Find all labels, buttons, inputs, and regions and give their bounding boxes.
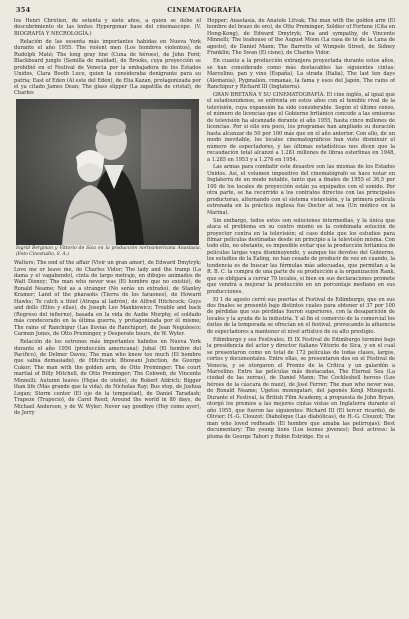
left-paragraph-3: Walters; The end of the affair (Vivir un gran amor), de Edward Dmytryk; Love me or leave me, de Charles Vidor; The lady and the tramp (La dama y el vagabundo), cinta de largo metraje, en dibujos animados de Walt Disney; The man who never was (El hombre que no existió), de Ronald Neame; Not as a stranger (No serás un extraño), de Stanley Kramer; Land of the pharaohs (Tierra de los faraones), de Howard Hawks; To catch a thief (Atrapa al ladrón), de Alfred Hitchcock; Guys and dolls (Ellos y ellas), de Joseph Leo Mankiewicz; Trouble and back (Regreso del infierno), basada en la vida de Audie Murphy, el soldado más condecorado en la última guerra, y protagonizada por él mismo; The rains of Ranchipur (Las lluvias de Ranchipur), de Jean Negulesco; Carmen Jones, de Otto Preminger, y Desperate hours, de W. Wyler. [14, 260, 201, 338]
page-header [16, 6, 393, 18]
right-paragraph-1: Hopper; Anastasia, de Anatole Litvak; The man with the golden arm (El hombre del brazo de oro), de Otto Preminger; Soldier of Fortune (Cita en Hong-Kong), de Edward Dmytryk; Tea and sympathy, de Vincente Minnelli; The teahouse of the August Moon (La casa de té de la Luna de agosto), de Daniel Mann; The Barretts of Wimpole Street, de Sidney Franklin; The Swan (El cisne), de Charles Vidor. [207, 18, 395, 57]
right-paragraph-4: Las armas para combatir este desastre son las mismas de los Estados Unidos. Así, el volumen impositivo del cinematógrafo se hace notar en Inglaterra de un modo notable, tanto que a finales de 1955 el 36,5 por 100 de los locales de proyección están ya equipados con el sonido. Por otra parte, se ha recurrido a los contratos directos con las principales productoras, alternando con el sistema vistavisión, y la primera película estrenada en la práctica inglesa fue Doctor at sea (Un médico en la Marina). [207, 164, 395, 216]
photo-caption: Ingrid Bergman y Vittorio de Sica en la producción norteamericana Anastasia. (Foto Cinestudio, S. A.) [16, 245, 201, 257]
left-paragraph-1: los Henri Chrétien, de setenta y siete años, a quien se debe el descubrimiento de las lentes Hypergonar base del cinemascope. (V. BIOGRAFÍA Y NECROLOGÍA.) [14, 18, 201, 37]
right-paragraph-3: GRAN BRETAÑA Y SU CINEMATOGRAFÍA. El cine inglés, al igual que el estadounidense, se enfrenta en estos años con el temible rival de la televisión, cuya expansión ha sido considerable. Según el último censo, el número de licencias que el Gobierno británico concede a las emisoras de televisión ha alcanzado durante el año 1955, hasta cinco millones de licencias. Por si ello era poco, los programas han ampliado su duración hasta alcanzar de 50 por 100 más que en el año anterior. Con ello, de un modo inevitable, los locales cinematográficos han visto disminuir el número de espectadores, y las últimas estadísticas nos dicen que la recaudación total alcanzó a 1.281 millones de libras esterlinas en 1948, a 1.285 en 1953 y a 1.276 en 1954. [207, 91, 395, 163]
left-column [14, 18, 201, 612]
film-still-image [16, 99, 199, 245]
right-column [207, 18, 395, 612]
left-paragraph-2: Relación de las sesenta más importantes habidas en Nueva York durante el año 1955. The violent men (Los hombres violentos), de Rudolph Maté; The long gray line (Cuna de héroes), de John Ford; Blackboard jungle (Semilla de maldad), de Brooks, cuya proyección se prohibió en el Festival de Venecia por la embajadora de los Estados Unidos, Clara Booth Luce, quien la consideraba denigrante para su patria; East of Eden (Al este del Edén), de Elia Kazan, protagonizada por el ya citado James Dean; The glass slipper (La zapatilla de cristal), de Charles [14, 38, 201, 97]
left-paragraph-4: Relación de los estrenos más importantes habidos en Nueva York durante el año 1956 (producción americana): Jubal (El hombre del Pacífico), de Delmer Daves; The man who knew too much (El hombre que sabía demasiado), de Hitchcock; Bhowani Junction, de George Cukor; The man with the golden arm, de Otto Preminger; The court martial of Billy Mitchell, de Otto Preminger; The Cobweb, de Vincente Minnelli; Autumn leaves (Hojas de otoño), de Robert Aldrich; Bigger than life (Más grande que la vida), de Nicholas Ray; Bus stop, de Joshua Logan; Storm center (El ojo de la tempestad), de Daniel Taradash; Trapeze (Trapecio), de Carol Reed; Around the world in 80 days, de Michael Anderson, y de W. Wyler; Never say goodbye (Hoy como ayer), de Jerry [14, 339, 201, 417]
film-still-photo [16, 99, 199, 245]
page-title: CINEMATOGRAFÍA [167, 6, 242, 14]
right-paragraph-5: Sin embargo, todos estos son soluciones intermedias, y la única que ataca el problema en su centro mismo es la combinada solución de proyector contra en la televisión; el caso doble que los estudios para filmar películas destinadas desde un principio a la televisión misma. Con todo ello, no obstante, es imposible evitar que la producción británica de películas largas vaya disminuyendo, y aunque los devotos del Gobierno, los estudios de la Ealing, no han cesado de producir de vez en cuando, la tendencia es de buscar las fórmulas más adecuadas, que permitan a la R. B. C. la compra de una parte de su producción a la organización Rank, que se obligará a cerrar 79 locales, si bien en sus declaraciones promete que vendrá a mejorar la producción en un porcentaje mediano en sus producciones. [207, 217, 395, 295]
right-paragraph-2: En cuanto a la producción extranjera proyectada durante estos años, se han considerado como más destacables las siguientes cintas: Marcelino, pan y vino (España), La strada (Italia), The last ten days (Alemania), Pygmalion, romanas, la fama y esos del Japón, The rains of Ranchipur y Richard III (Inglaterra). [207, 58, 395, 91]
right-paragraph-7: Edimburgo y sus Festivales. El IX Festival de Edimburgo terminó bajo la presidencia del actor y director italiano Vittorio de Sica, y en el cual se presentaron como un total de 172 películas de todas clases, largos, cortos y documentales. Entre ellas, se presentaron dos en el Festival de Venecia, y se otorgaron el Premio de la Crítica y un galardón a Marcelino. Entre las películas más destacadas, The Eternal Sea (La ciudad de las zorras), de Daniel Mann; The Cockleshell heroes (Los héroes de la cáscara de nuez), de José Ferrer; The man who never was, de Ronald Neame; Ugetsu monogatari, del japonés Kenji Mizoguchi. Durante el Festival, la British Film Academy, a propuesta de John Bryan, otorgó los premios a las mejores cintas vistas en Inglaterra durante el año 1955, que fueron las siguientes: Richard III (El tercer ricardo), de Olivier; H.-G. Clouzot: Diabolique (Las diabólicas), de H.-G. Clouzot; The man who loved redheads (El hombre que amaba las pelirrojas); Best documentary: The young lions (Los leones jóvenes); Best actress: la pluma de George Tabori y Robin Estridge. En si [207, 336, 395, 440]
right-paragraph-6: El 1 de agosto cerró sus puertas el Festival de Edimburgo, que en sus dos finales se presentó bajo distintos cuales para obtener el 37 por 100 de pérdidas que sus pérdidas fueron superiores, con la desaparición de locales y la ayuda de la industria. Y al fin el comercio de la comercial los éxitos de la temporada se ofrecían en el festival, provocando la afluencia de espectadores a mantener el nivel artístico de su alto prestigio. [207, 296, 395, 335]
page-number: 354 [16, 6, 31, 14]
